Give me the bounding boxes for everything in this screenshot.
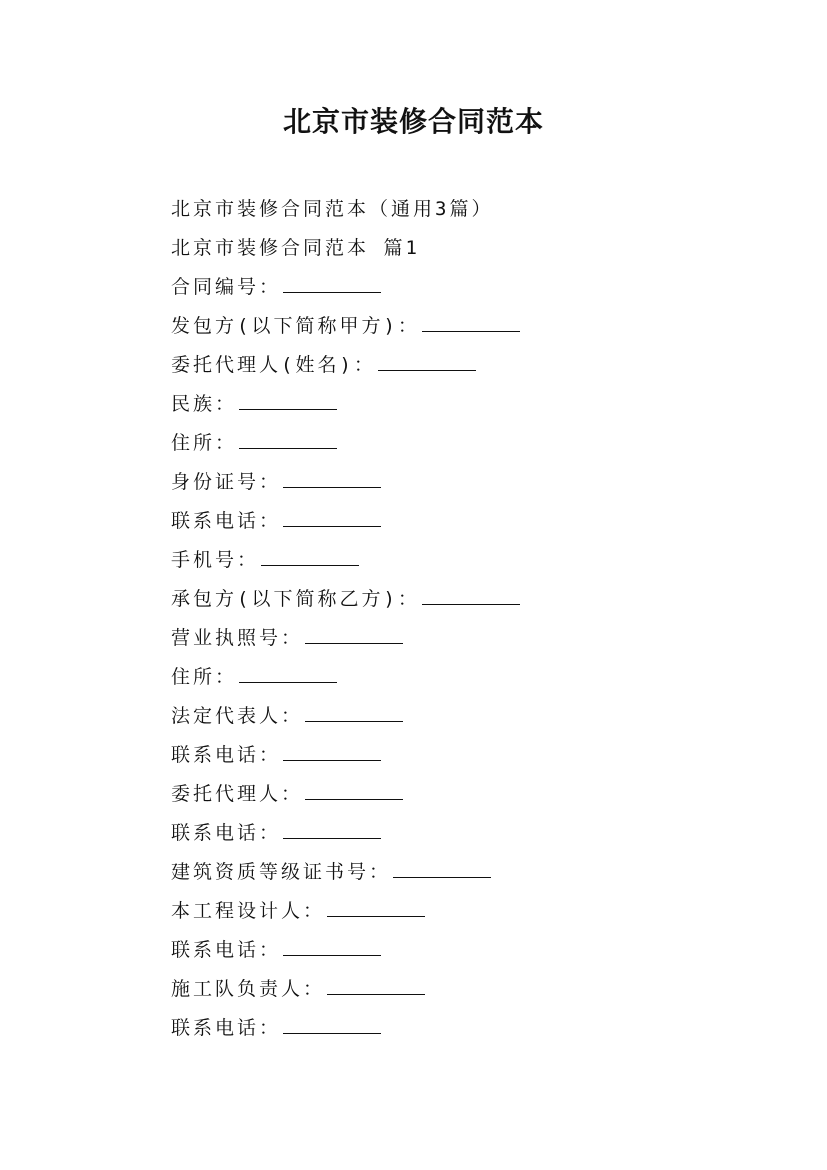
field-label: 手机号： xyxy=(171,549,260,571)
field-label: 法定代表人： xyxy=(171,705,304,727)
field-party-b-address xyxy=(171,658,771,697)
fill-in-blank[interactable] xyxy=(283,954,381,956)
fill-in-blank[interactable] xyxy=(283,837,381,839)
document-title: 北京市装修合同范本 xyxy=(282,105,544,138)
field-label: 委托代理人： xyxy=(171,783,304,805)
field-label: 联系电话： xyxy=(171,939,282,961)
fill-in-blank[interactable] xyxy=(283,486,381,488)
field-designer-phone xyxy=(171,931,771,970)
fill-in-blank[interactable] xyxy=(422,330,520,332)
fill-in-blank[interactable] xyxy=(305,798,403,800)
fill-in-blank[interactable] xyxy=(283,291,381,293)
field-label: 营业执照号： xyxy=(171,627,304,649)
section-heading: 北京市装修合同范本 篇1 xyxy=(171,237,420,259)
field-qualification-cert xyxy=(171,853,771,892)
field-party-a xyxy=(171,307,771,346)
field-label: 联系电话： xyxy=(171,744,282,766)
fill-in-blank[interactable] xyxy=(305,720,403,722)
fill-in-blank[interactable] xyxy=(327,915,425,917)
field-label: 合同编号： xyxy=(171,276,282,298)
fill-in-blank[interactable] xyxy=(239,681,337,683)
field-label: 住所： xyxy=(171,666,238,688)
field-label: 民族： xyxy=(171,393,238,415)
field-label: 住所： xyxy=(171,432,238,454)
fill-in-blank[interactable] xyxy=(283,759,381,761)
field-contract-number xyxy=(171,268,771,307)
field-label: 建筑资质等级证书号： xyxy=(171,861,392,883)
field-label: 委托代理人(姓名)： xyxy=(171,354,376,376)
field-party-a-address xyxy=(171,424,771,463)
field-label: 身份证号： xyxy=(171,471,282,493)
fill-in-blank[interactable] xyxy=(393,876,491,878)
field-label: 联系电话： xyxy=(171,822,282,844)
document-body xyxy=(171,190,771,1048)
field-label: 联系电话： xyxy=(171,1017,282,1039)
fill-in-blank[interactable] xyxy=(283,525,381,527)
field-business-license xyxy=(171,619,771,658)
fill-in-blank[interactable] xyxy=(378,369,476,371)
field-label: 联系电话： xyxy=(171,510,282,532)
field-designer xyxy=(171,892,771,931)
field-label: 本工程设计人： xyxy=(171,900,326,922)
field-ethnicity xyxy=(171,385,771,424)
field-label: 承包方(以下简称乙方)： xyxy=(171,588,420,610)
field-crew-leader xyxy=(171,970,771,1009)
fill-in-blank[interactable] xyxy=(283,1032,381,1034)
field-party-a-agent xyxy=(171,346,771,385)
fill-in-blank[interactable] xyxy=(305,642,403,644)
fill-in-blank[interactable] xyxy=(422,603,520,605)
fill-in-blank[interactable] xyxy=(327,993,425,995)
field-agent-phone xyxy=(171,814,771,853)
field-label: 发包方(以下简称甲方)： xyxy=(171,315,420,337)
field-label: 施工队负责人： xyxy=(171,978,326,1000)
subtitle-line: 北京市装修合同范本（通用3篇） xyxy=(171,198,494,220)
fill-in-blank[interactable] xyxy=(239,408,337,410)
field-party-a-phone xyxy=(171,502,771,541)
field-party-b-agent xyxy=(171,775,771,814)
field-crew-leader-phone xyxy=(171,1009,771,1048)
fill-in-blank[interactable] xyxy=(239,447,337,449)
fill-in-blank[interactable] xyxy=(261,564,359,566)
field-party-b xyxy=(171,580,771,619)
field-legal-representative xyxy=(171,697,771,736)
field-representative-phone xyxy=(171,736,771,775)
field-mobile xyxy=(171,541,771,580)
field-id-number xyxy=(171,463,771,502)
